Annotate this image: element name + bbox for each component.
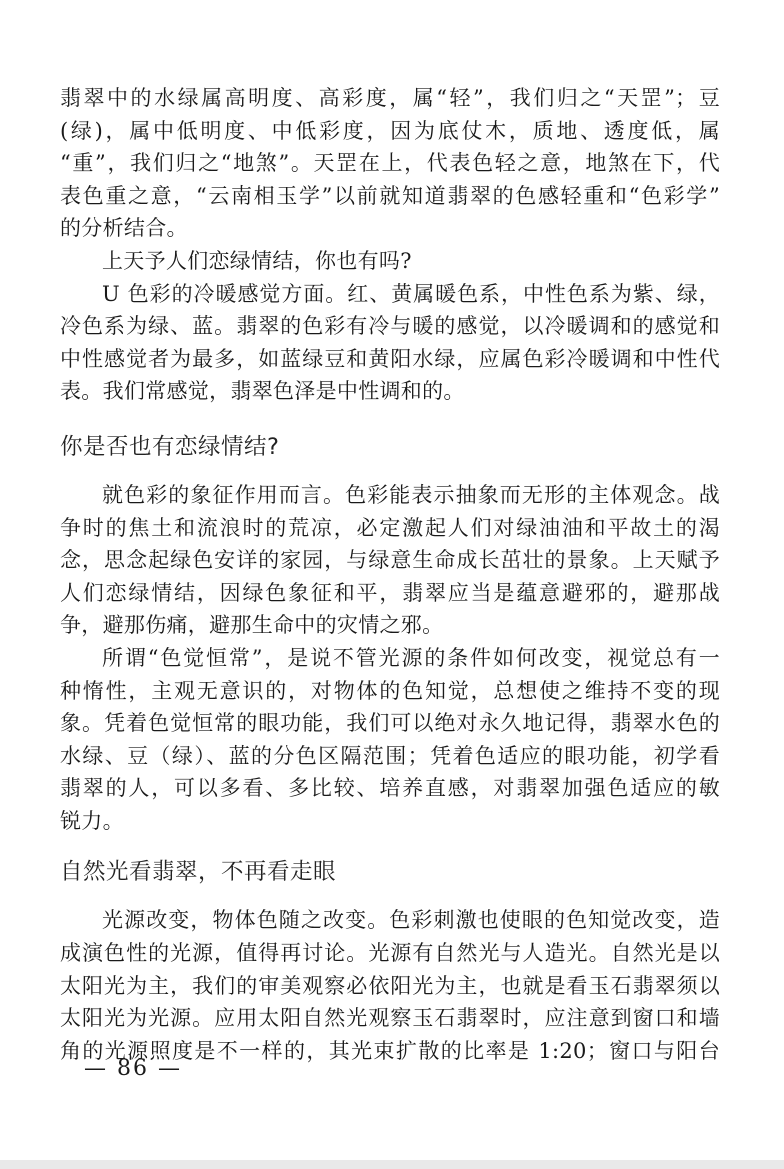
section-heading: 自然光看翡翠，不再看走眼 (60, 859, 337, 886)
text-line: 角的光源照度是不一样的，其光束扩散的比率是 1:20；窗口与阳台 (60, 1038, 720, 1063)
question-line: 上天予人们恋绿情结，你也有吗? (102, 248, 412, 273)
text-line: 太阳光为主，我们的审美观察必依阳光为主，也就是看玉石翡翠须以 (60, 973, 720, 998)
text-line: 人们恋绿情结，因绿色象征和平，翡翠应当是蕴意避邪的，避那战 (60, 580, 720, 605)
text-line: 冷色系为绿、蓝。翡翠的色彩有冷与暖的感觉，以冷暖调和的感觉和 (60, 314, 720, 339)
text-line: (绿)，属中低明度、中低彩度，因为底仗木，质地、透度低，属 (60, 118, 720, 143)
text-line: 中性感觉者为最多，如蓝绿豆和黄阳水绿，应属色彩冷暖调和中性代 (60, 346, 720, 371)
page-body (60, 82, 720, 1067)
text-line: 种惰性，主观无意识的，对物体的色知觉，总想使之维持不变的现 (60, 678, 720, 703)
text-line: 表色重之意，“云南相玉学”以前就知道翡翠的色感轻重和“色彩学” (60, 183, 720, 208)
text-line: “重”，我们归之“地煞”。天罡在上，代表色轻之意，地煞在下，代 (60, 151, 720, 176)
text-line: 所谓“色觉恒常”，是说不管光源的条件如何改变，视觉总有一 (102, 645, 720, 670)
text-line: 争，避那伤痛，避那生命中的灾情之邪。 (60, 613, 444, 638)
text-line: 水绿、豆（绿）、蓝的分色区隔范围；凭着色适应的眼功能，初学看 (60, 743, 720, 768)
text-line: 象。凭着色觉恒常的眼功能，我们可以绝对永久地记得，翡翠水色的 (60, 711, 720, 736)
text-line: 争时的焦土和流浪时的荒凉，必定激起人们对绿油油和平故土的渴 (60, 515, 720, 540)
text-line: U 色彩的冷暖感觉方面。红、黄属暖色系，中性色系为紫、绿， (102, 281, 720, 306)
scan-edge (0, 1160, 784, 1169)
text-line: 光源改变，物体色随之改变。色彩刺激也使眼的色知觉改变，造 (102, 908, 720, 933)
text-line: 表。我们常感觉，翡翠色泽是中性调和的。 (60, 379, 465, 404)
section-heading: 你是否也有恋绿情结? (60, 433, 280, 460)
page-number: — 86 — (84, 1056, 182, 1081)
text-line: 成演色性的光源，值得再讨论。光源有自然光与人造光。自然光是以 (60, 941, 720, 966)
text-line: 翡翠中的水绿属高明度、高彩度，属“轻”，我们归之“天罡”；豆 (60, 86, 720, 110)
text-line: 就色彩的象征作用而言。色彩能表示抽象而无形的主体观念。战 (102, 482, 720, 507)
text-line: 太阳光为光源。应用太阳自然光观察玉石翡翠时，应注意到窗口和墙 (60, 1006, 720, 1031)
text-line: 念，思念起绿色安详的家园，与绿意生命成长茁壮的景象。上天赋予 (60, 548, 720, 573)
text-line: 锐力。 (60, 808, 124, 833)
text-line: 翡翠的人，可以多看、多比较、培养直感，对翡翠加强色适应的敏 (60, 776, 720, 801)
text-line: 的分析结合。 (60, 216, 188, 241)
